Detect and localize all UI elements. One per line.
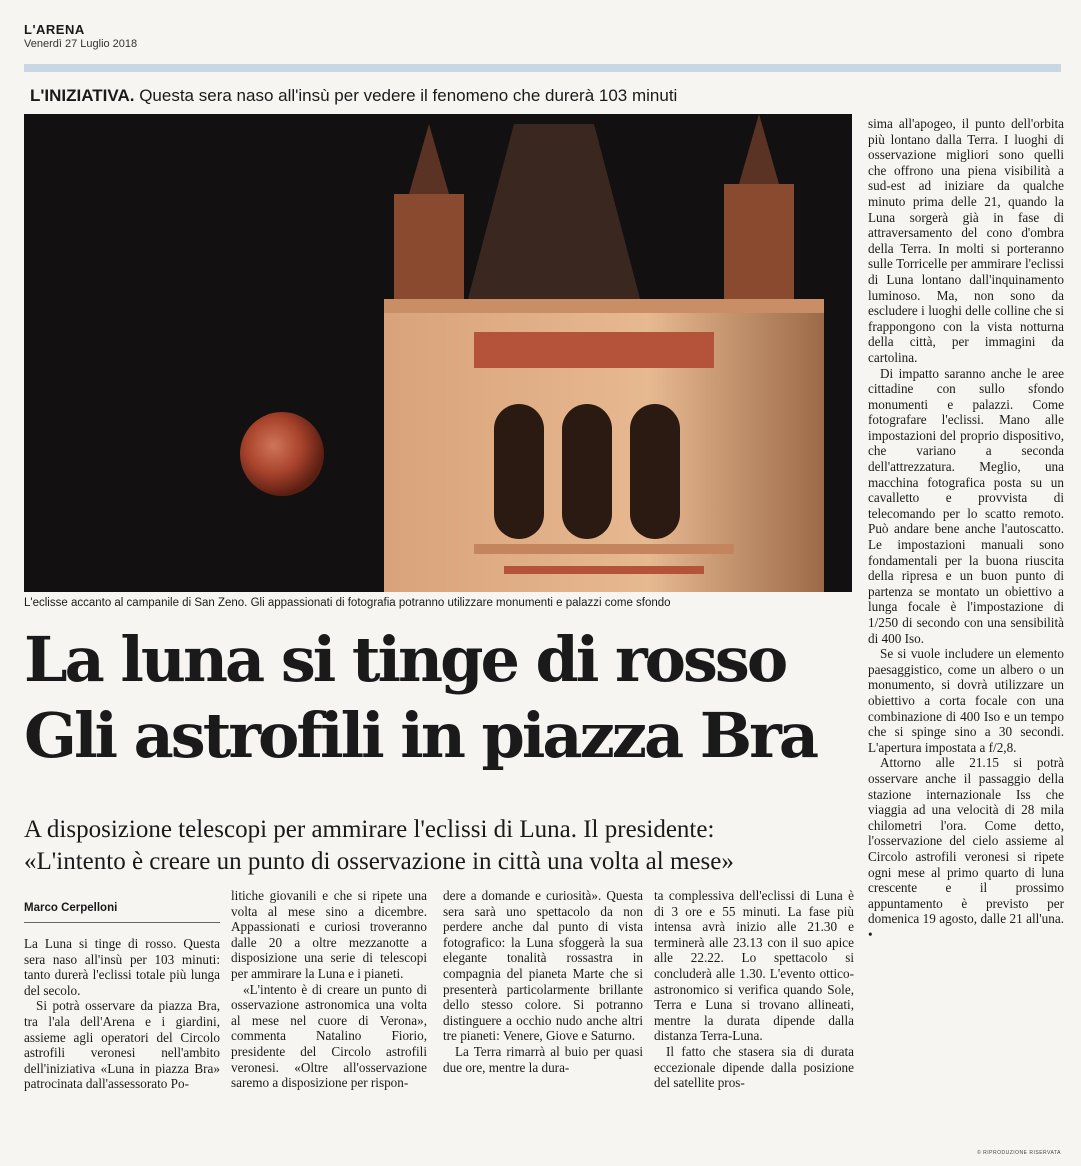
copyright-notice: © RIPRODUZIONE RISERVATA: [977, 1150, 1061, 1156]
bell-tower-moon-image: [24, 114, 852, 592]
paragraph: Di impatto saranno anche le aree cittadine con sullo sfondo monumenti e palazzi. Come fotografare l'eclissi. Mano alle impostazioni del proprio dispositivo, che variano a seconda dell'attrezzatura. Meglio, una macchina fotografica posta su un cavalletto e provvista di telecomando per lo scatto remoto. Può andare bene anche l'autoscatto. Le impostazioni manuali sono fondamentali per la buona riuscita della ripresa e un buon punto di partenza se montato un obiettivo a lunga focale è l'impostazione di 1/250 di secondo con una sensibilità di 400 Iso.: [868, 365, 1064, 646]
article-column-3: [443, 888, 643, 1075]
paragraph: La Luna si tinge di rosso. Questa sera naso all'insù per 103 minuti: tanto durerà l'eclissi totale più lunga del secolo.: [24, 936, 220, 998]
paragraph: Se si vuole includere un elemento paesaggistico, come un albero o un monumento, si dovrà utilizzare un obiettivo a corta focale con una combinazione di 400 Iso e un tempo che si spinge sino a 30 secondi. L'apertura impostata a f/2,8.: [868, 646, 1064, 755]
newspaper-masthead: L'ARENA: [24, 22, 85, 37]
paragraph: «L'intento è di creare un punto di osservazione astronomica una volta al mese nel cuore di Verona», commenta Natalino Fiorio, presidente del Circolo astrofili veronesi. «Oltre all'osservazione saremo a disposizione per rispon-: [231, 981, 427, 1091]
article-column-4: [654, 888, 854, 1091]
headline-line-2: Gli astrofili in piazza Bra: [24, 699, 816, 772]
subheadline: [24, 814, 864, 878]
article-column-2: [231, 888, 427, 1091]
paragraph: dere a domande e curiosità». Questa sera sarà uno spettacolo da non perdere anche dal punto di vista fotografico: la Luna sfoggerà la sua elegante tonalità rossastra in compagnia del pianeta Marte che si presenterà particolarmente brillante dello stesso colore. Si potranno distinguere a occhio nudo anche altri tre pianeti: Venere, Giove e Saturno.: [443, 888, 643, 1044]
subheadline-line-1: A disposizione telescopi per ammirare l'eclissi di Luna. Il presidente:: [24, 816, 715, 843]
article-column-5: [868, 116, 1064, 942]
photo-caption: L'eclisse accanto al campanile di San Zeno. Gli appassionati di fotografia potranno utilizzare monumenti e palazzi come sfondo: [24, 597, 671, 609]
paragraph: ta complessiva dell'eclissi di Luna è di 3 ore e 55 minuti. La fase più intensa avrà inizio alle 21.30 e terminerà alle 23.13 con il suo apice alle 22.22. Lo spettacolo si concluderà alle 1.30. L'evento ottico-astronomico si verifica quando Sole, Terra e Luna si trovano allineati, mentre la durata dipende dalla distanza Terra-Luna.: [654, 888, 854, 1044]
paragraph: Attorno alle 21.15 si potrà osservare anche il passaggio della stazione internazionale Iss che viaggia ad una velocità di 28 mila chilometri l'ora. Come detto, l'osservazione del cielo assieme al Circolo astrofili veronesi si ripete ogni mese al primo quarto di luna crescente e il prossimo appuntamento è previsto per domenica 19 agosto, dalle 21 all'una. •: [868, 755, 1064, 942]
kicker: [30, 86, 677, 106]
eclipse-photo: [24, 114, 852, 592]
kicker-text: Questa sera naso all'insù per vedere il fenomeno che durerà 103 minuti: [139, 86, 678, 105]
article-column-1: [24, 936, 220, 1092]
headline: [24, 622, 864, 774]
paragraph: litiche giovanili e che si ripete una volta al mese sino a dicembre. Appassionati e curiosi troveranno dalle 20 a oltre mezzanotte a disposizione una serie di telescopi per ammirare la Luna e i pianeti.: [231, 888, 427, 981]
paragraph: Si potrà osservare da piazza Bra, tra l'ala dell'Arena e i giardini, assieme agli operatori del Circolo astrofili veronesi nell'ambito dell'iniziativa «Luna in piazza Bra» patrocinata dall'assessorato Po-: [24, 998, 220, 1092]
paragraph: La Terra rimarrà al buio per quasi due ore, mentre la dura-: [443, 1043, 643, 1075]
dateline: Venerdì 27 Luglio 2018: [24, 38, 138, 50]
byline-rule: [24, 922, 220, 923]
headline-line-1: La luna si tinge di rosso: [24, 623, 786, 696]
byline: Marco Cerpelloni: [24, 902, 118, 914]
kicker-label: L'INIZIATIVA.: [30, 86, 135, 105]
header-rule: [24, 64, 1061, 72]
paragraph: Il fatto che stasera sia di durata eccezionale dipende dalla posizione del satellite pros-: [654, 1043, 854, 1091]
subheadline-line-2: «L'intento è creare un punto di osservazione in città una volta al mese»: [24, 848, 734, 875]
paragraph: sima all'apogeo, il punto dell'orbita più lontano dalla Terra. I luoghi di osservazione migliori sono quelli che offrono una piena visibilità a sud-est ad iniziare da qualche minuto prima delle 21, quando la Luna sorgerà già in fase di attraversamento del cono d'ombra della Terra. In molti si porteranno sulle Torricelle per ammirare l'eclissi di Luna lontano dall'inquinamento luminoso. Ma, non sono da escludere i luoghi delle colline che si frappongono con la vista notturna della città, per immagini da cartolina.: [868, 116, 1064, 365]
moon-icon: [240, 412, 324, 496]
